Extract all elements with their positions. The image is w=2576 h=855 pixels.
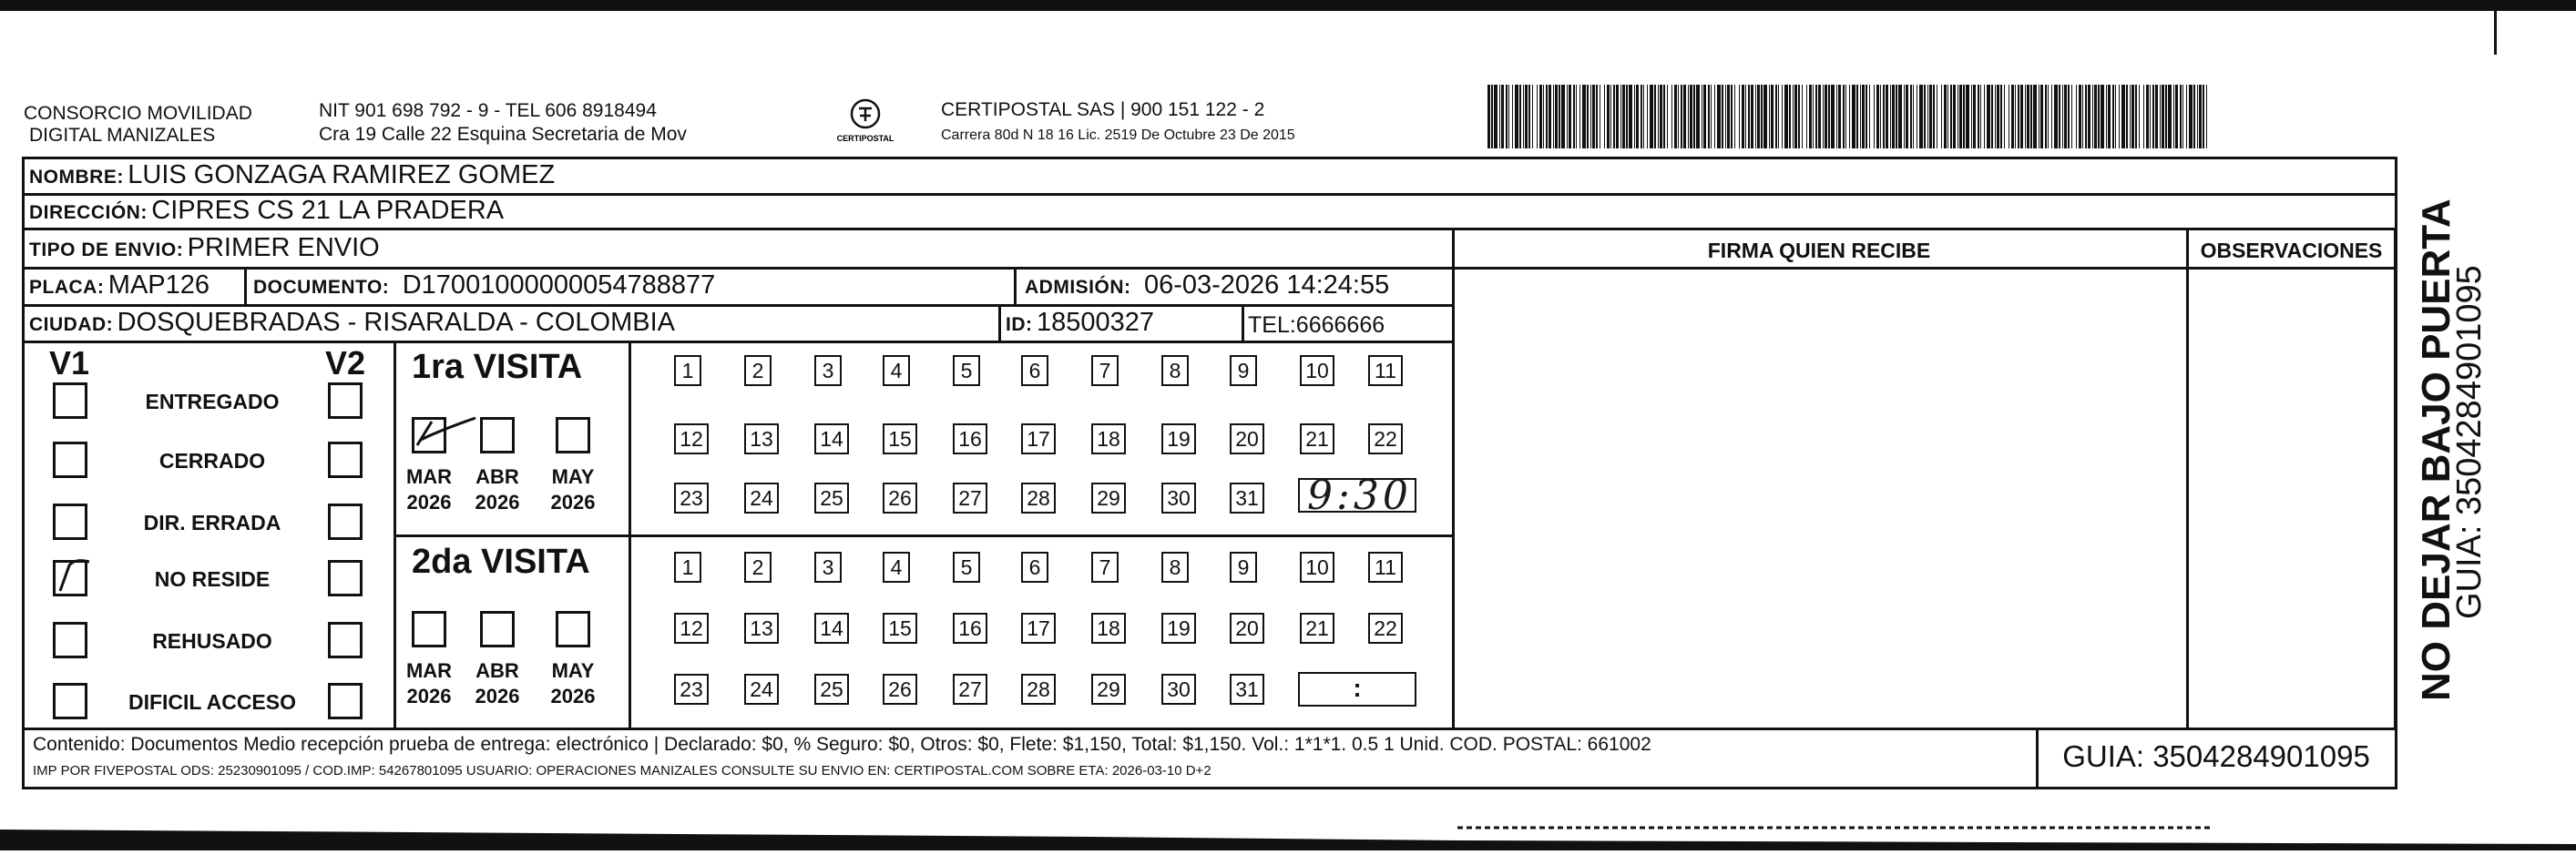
handwritten-check-icon	[53, 560, 87, 596]
day-box[interactable]: 5	[953, 552, 980, 583]
logo-text: CERTIPOSTAL	[836, 134, 894, 143]
nombre-row	[29, 160, 555, 190]
day-box[interactable]: 4	[883, 355, 910, 386]
reason-label: DIR. ERRADA	[143, 511, 281, 534]
day-box[interactable]: 20	[1230, 423, 1264, 454]
month-checkbox[interactable]	[556, 611, 590, 647]
id-cell	[1006, 308, 1154, 338]
side-guia: GUIA: 3504284901095	[2450, 265, 2489, 619]
month-name: MAR	[405, 465, 453, 488]
right-scan-edge	[2494, 0, 2497, 55]
placa-value: MAP126	[107, 270, 210, 300]
sender-name-line1: CONSORCIO MOVILIDAD	[24, 103, 252, 124]
day-box[interactable]: 19	[1161, 423, 1196, 454]
v2-checkbox[interactable]	[328, 622, 363, 658]
v2-label: V2	[325, 344, 366, 382]
month-name: MAY	[551, 465, 595, 488]
top-scan-edge	[0, 0, 2576, 11]
day-box[interactable]: 14	[814, 613, 849, 644]
v2-checkbox[interactable]	[328, 683, 363, 719]
month-name: ABR	[475, 465, 519, 488]
tel-value: 6666666	[1295, 312, 1385, 338]
month-name: MAY	[551, 659, 595, 682]
nombre-value: LUIS GONZAGA RAMIREZ GOMEZ	[128, 160, 556, 189]
day-box[interactable]: 20	[1230, 613, 1264, 644]
reason-label: CERRADO	[158, 449, 266, 473]
day-box[interactable]: 4	[883, 552, 910, 583]
v1-checkbox[interactable]	[53, 504, 87, 540]
footer-imp: IMP POR FIVEPOSTAL ODS: 25230901095 / COD.IMP: 54267801095 USUARIO: OPERACIONES MANIZALES CONSULTE SU ENVIO EN: CERTIPOSTAL.COM SOBRE ETA: 2026-03-10 D+2	[33, 763, 1211, 779]
day-box[interactable]: 9	[1230, 552, 1257, 583]
day-box[interactable]: 1	[674, 355, 701, 386]
reason-label: NO RESIDE	[154, 567, 271, 591]
ciudad-cell	[29, 308, 675, 338]
month-checkbox[interactable]	[412, 417, 446, 453]
day-box[interactable]: 1	[674, 552, 701, 583]
day-box[interactable]: 22	[1368, 613, 1403, 644]
sender-nit: NIT 901 698 792 - 9 - TEL 606 8918494	[319, 100, 657, 121]
day-box[interactable]: 16	[953, 423, 987, 454]
certipostal-logo-icon	[833, 96, 897, 148]
month-year: 2026	[550, 685, 596, 707]
time-separator: :	[1353, 674, 1362, 702]
v2-checkbox[interactable]	[328, 560, 363, 596]
observaciones-header: OBSERVACIONES	[2200, 239, 2383, 262]
month-year: 2026	[475, 491, 520, 514]
reason-label: REHUSADO	[152, 629, 272, 653]
day-box[interactable]: 7	[1091, 552, 1119, 583]
id-label: ID:	[1006, 314, 1033, 335]
scan-edge-icon	[0, 824, 2576, 850]
documento-label: DOCUMENTO:	[253, 277, 390, 298]
day-box[interactable]: 3	[814, 552, 842, 583]
handwritten-check-icon	[412, 412, 485, 449]
direccion-value: CIPRES CS 21 LA PRADERA	[151, 196, 505, 225]
documento-cell	[253, 270, 715, 300]
day-box[interactable]: 17	[1021, 423, 1056, 454]
v2-checkbox[interactable]	[328, 442, 363, 478]
day-box[interactable]: 25	[814, 674, 849, 705]
day-box[interactable]: 21	[1300, 613, 1334, 644]
day-box[interactable]: 28	[1021, 674, 1056, 705]
day-box[interactable]: 5	[953, 355, 980, 386]
v2-checkbox[interactable]	[328, 382, 363, 419]
day-box[interactable]: 10	[1300, 552, 1334, 583]
tel-cell	[1248, 312, 1385, 339]
day-box[interactable]: 31	[1230, 674, 1264, 705]
documento-value: D17001000000054788877	[402, 270, 716, 300]
day-box[interactable]: 11	[1368, 355, 1403, 386]
day-box[interactable]: 26	[883, 674, 917, 705]
day-box[interactable]: 8	[1161, 355, 1189, 386]
month-label	[470, 658, 525, 709]
day-box[interactable]: 14	[814, 423, 849, 454]
footer-content: Contenido: Documentos Medio recepción prueba de entrega: electrónico | Declarado: $0, % Seguro: $0, Otros: $0, Flete: $1,150, Total: $1,150. Vol.: 1*1*1. 0.5 1 Unid. COD. POSTAL: 661002	[33, 734, 1651, 755]
month-label	[546, 658, 600, 709]
day-box[interactable]: 30	[1161, 674, 1196, 705]
month-label	[402, 464, 456, 515]
day-box[interactable]: 3	[814, 355, 842, 386]
day-box[interactable]: 31	[1230, 483, 1264, 514]
month-checkbox[interactable]	[412, 611, 446, 647]
day-box[interactable]: 6	[1021, 552, 1048, 583]
day-box[interactable]: 10	[1300, 355, 1334, 386]
direccion-row	[29, 196, 504, 226]
day-box[interactable]: 13	[744, 423, 779, 454]
month-year: 2026	[406, 491, 452, 514]
reason-label: ENTREGADO	[145, 390, 280, 413]
day-box[interactable]: 27	[953, 483, 987, 514]
admision-cell	[1025, 270, 1389, 300]
day-box[interactable]: 22	[1368, 423, 1403, 454]
day-box[interactable]: 12	[674, 613, 709, 644]
day-box[interactable]: 23	[674, 674, 709, 705]
day-box[interactable]: 28	[1021, 483, 1056, 514]
tel-label: TEL:	[1248, 312, 1296, 338]
day-box[interactable]: 9	[1230, 355, 1257, 386]
day-box[interactable]: 30	[1161, 483, 1196, 514]
direccion-label: DIRECCIÓN:	[29, 202, 148, 223]
id-value: 18500327	[1036, 308, 1154, 337]
month-checkbox[interactable]	[480, 417, 515, 453]
ciudad-label: CIUDAD:	[29, 314, 114, 335]
month-label	[402, 658, 456, 709]
ciudad-value: DOSQUEBRADAS - RISARALDA - COLOMBIA	[117, 308, 675, 337]
firma-header: FIRMA QUIEN RECIBE	[1707, 239, 1931, 262]
month-checkbox[interactable]	[556, 417, 590, 453]
day-box[interactable]: 15	[883, 423, 917, 454]
second-visit-title: 2da VISITA	[412, 543, 590, 581]
month-year: 2026	[475, 685, 520, 707]
v1-checkbox[interactable]	[53, 683, 87, 719]
placa-label: PLACA:	[29, 277, 105, 298]
day-box[interactable]: 18	[1091, 613, 1126, 644]
nombre-label: NOMBRE:	[29, 167, 124, 188]
side-notice: NO DEJAR BAJO PUERTA	[2414, 198, 2458, 701]
day-box[interactable]: 11	[1368, 552, 1403, 583]
month-label	[546, 464, 600, 515]
admision-value: 06-03-2026 14:24:55	[1143, 270, 1390, 300]
day-box[interactable]: 26	[883, 483, 917, 514]
sender-address: Cra 19 Calle 22 Esquina Secretaria de Mov	[319, 124, 687, 145]
day-box[interactable]: 24	[744, 483, 779, 514]
day-box[interactable]: 2	[744, 355, 772, 386]
tracking-barcode	[1487, 85, 2213, 148]
day-box[interactable]: 16	[953, 613, 987, 644]
first-visit-time-handwritten: 9:30	[1307, 473, 1412, 519]
month-year: 2026	[550, 491, 596, 514]
v2-checkbox[interactable]	[328, 504, 363, 540]
day-box[interactable]: 12	[674, 423, 709, 454]
tipo-value: PRIMER ENVIO	[187, 233, 380, 262]
carrier-address: Carrera 80d N 18 16 Lic. 2519 De Octubre 23 De 2015	[941, 127, 1295, 143]
footer-guia-box: GUIA: 3504284901095	[2062, 739, 2370, 773]
month-name: MAR	[405, 659, 453, 682]
day-box[interactable]: 24	[744, 674, 779, 705]
tipo-row	[29, 233, 380, 263]
day-box[interactable]: 13	[744, 613, 779, 644]
first-visit-title: 1ra VISITA	[412, 348, 583, 386]
day-box[interactable]: 17	[1021, 613, 1056, 644]
admision-label: ADMISIÓN:	[1025, 277, 1131, 298]
day-box[interactable]: 15	[883, 613, 917, 644]
v1-checkbox[interactable]	[53, 442, 87, 478]
tipo-label: TIPO DE ENVIO:	[29, 239, 184, 260]
day-box[interactable]: 19	[1161, 613, 1196, 644]
reason-label: DIFICIL ACCESO	[128, 690, 296, 714]
day-box[interactable]: 2	[744, 552, 772, 583]
placa-cell	[29, 270, 210, 300]
second-visit-time-box[interactable]	[1298, 672, 1416, 707]
day-box[interactable]: 23	[674, 483, 709, 514]
day-box[interactable]: 21	[1300, 423, 1334, 454]
day-box[interactable]: 29	[1091, 483, 1126, 514]
day-box[interactable]: 7	[1091, 355, 1119, 386]
carrier-name: CERTIPOSTAL SAS | 900 151 122 - 2	[941, 99, 1265, 120]
v1-label: V1	[49, 344, 90, 382]
day-box[interactable]: 25	[814, 483, 849, 514]
sender-name-line2: DIGITAL MANIZALES	[29, 125, 216, 146]
carrier-logo	[833, 96, 897, 148]
day-box[interactable]: 29	[1091, 674, 1126, 705]
day-box[interactable]: 18	[1091, 423, 1126, 454]
month-year: 2026	[406, 685, 452, 707]
day-box[interactable]: 6	[1021, 355, 1048, 386]
day-box[interactable]: 8	[1161, 552, 1189, 583]
month-name: ABR	[475, 659, 519, 682]
barcode-bar	[2206, 85, 2207, 148]
month-label	[470, 464, 525, 515]
day-box[interactable]: 27	[953, 674, 987, 705]
month-checkbox[interactable]	[480, 611, 515, 647]
v1-checkbox[interactable]	[53, 382, 87, 419]
bottom-scan-edge	[0, 824, 2576, 850]
first-visit-time-box	[1298, 473, 1416, 519]
v1-checkbox[interactable]	[53, 622, 87, 658]
v1-checkbox[interactable]	[53, 560, 87, 596]
